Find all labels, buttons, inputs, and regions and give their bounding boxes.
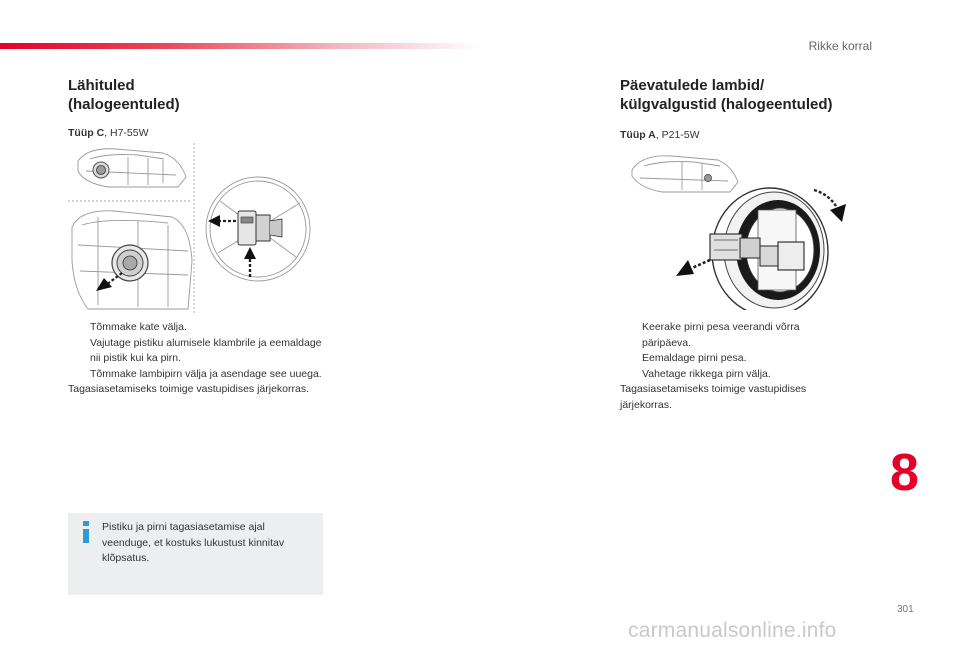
low-beam-type-label: Tüüp C: [68, 127, 105, 139]
low-beam-title: [68, 76, 338, 114]
step-item: [620, 367, 850, 383]
step-text: Vahetage rikkega pirn välja.: [642, 367, 771, 380]
low-beam-title-line2: (halogeentuled): [68, 96, 180, 113]
step-item: [620, 320, 850, 351]
step-item: [68, 367, 328, 383]
step-text: Tõmmake kate välja.: [90, 321, 187, 333]
info-text: Pistiku ja pirni tagasiasetamise ajal veenduge, et kostuks lukustust kinnitav klõpsatus.: [102, 521, 285, 564]
section-title: Rikke korral: [808, 39, 872, 53]
page-number: 301: [897, 604, 914, 615]
step-text: Eemaldage pirni pesa.: [642, 352, 747, 364]
step-text: Vajutage pistiku alumisele klambrile ja eemaldage nii pistik kui ka pirn.: [90, 336, 322, 364]
low-beam-diagram: [68, 141, 318, 316]
step-item: [68, 320, 328, 336]
low-beam-title-line1: Lähituled: [68, 77, 135, 94]
info-box: [68, 513, 323, 595]
step-item: [620, 351, 850, 367]
low-beam-closing-note: Tagasiasetamiseks toimige vastupidises järjekorras.: [68, 383, 310, 395]
header-accent-bar: [0, 43, 480, 49]
step-text: Keerake pirni pesa veerandi võrra päripäeva.: [642, 321, 800, 349]
daytime-closing-note: Tagasiasetamiseks toimige vastupidises järjekorras.: [620, 383, 807, 411]
daytime-lamps-title: [620, 76, 860, 114]
daytime-lamp-steps: [620, 320, 850, 413]
low-beam-type-value: , H7-55W: [104, 127, 149, 139]
watermark: carmanualsonline.info: [628, 619, 837, 642]
info-icon: [81, 521, 91, 545]
low-beam-illustration: [68, 141, 318, 316]
step-text: Tõmmake lambipirn välja ja asendage see uuega.: [90, 367, 322, 380]
daytime-lamp-illustration: [628, 150, 856, 310]
chapter-number: 8: [890, 444, 919, 502]
low-beam-bulb-type: [68, 127, 338, 139]
daytime-lamps-section: [620, 76, 860, 141]
low-beam-steps: [68, 320, 328, 398]
daytime-title-line1: Päevatulede lambid/: [620, 77, 765, 94]
daytime-lamp-diagram: [628, 150, 856, 310]
low-beam-section: [68, 76, 338, 139]
daytime-title-line2: külgvalgustid (halogeentuled): [620, 96, 833, 113]
daytime-type-label: Tüüp A: [620, 129, 656, 141]
step-item: [68, 336, 328, 367]
daytime-bulb-type: [620, 129, 860, 141]
daytime-type-value: , P21-5W: [655, 129, 700, 141]
